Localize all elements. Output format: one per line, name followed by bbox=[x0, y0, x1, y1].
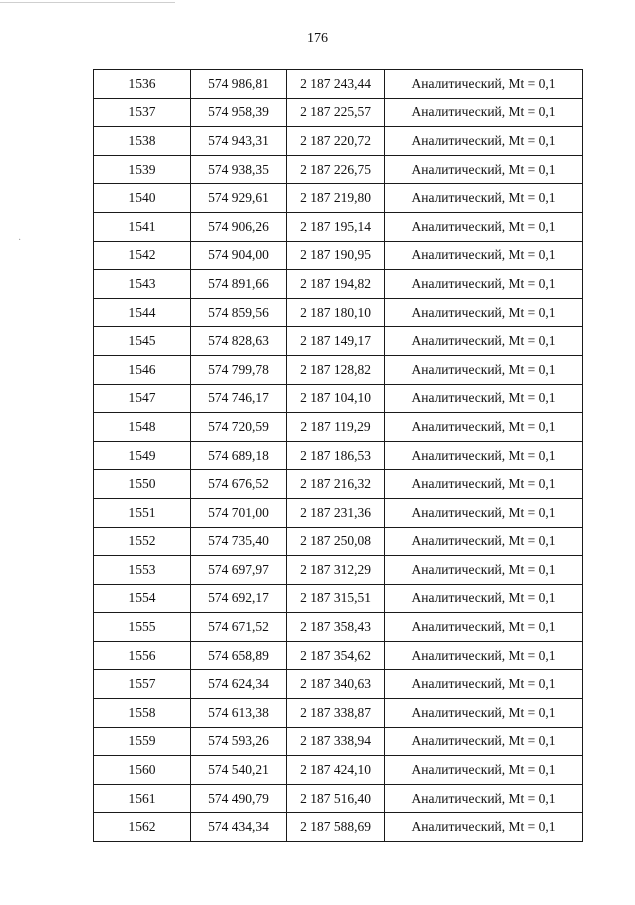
method-accuracy-cell: Аналитический, Mt = 0,1 bbox=[385, 813, 583, 842]
method-accuracy-cell: Аналитический, Mt = 0,1 bbox=[385, 641, 583, 670]
x-coordinate-cell: 574 859,56 bbox=[191, 298, 287, 327]
x-coordinate-cell: 574 490,79 bbox=[191, 784, 287, 813]
method-accuracy-cell: Аналитический, Mt = 0,1 bbox=[385, 413, 583, 442]
table-row bbox=[94, 441, 583, 470]
table-row bbox=[94, 184, 583, 213]
y-coordinate-cell: 2 187 190,95 bbox=[287, 241, 385, 270]
y-coordinate-cell: 2 187 186,53 bbox=[287, 441, 385, 470]
point-number-cell: 1556 bbox=[94, 641, 191, 670]
page-number: 176 bbox=[307, 31, 328, 46]
method-accuracy-cell: Аналитический, Mt = 0,1 bbox=[385, 670, 583, 699]
x-coordinate-cell: 574 799,78 bbox=[191, 355, 287, 384]
x-coordinate-cell: 574 746,17 bbox=[191, 384, 287, 413]
table-row bbox=[94, 298, 583, 327]
table-row bbox=[94, 641, 583, 670]
method-accuracy-cell: Аналитический, Mt = 0,1 bbox=[385, 270, 583, 299]
x-coordinate-cell: 574 943,31 bbox=[191, 127, 287, 156]
method-accuracy-cell: Аналитический, Mt = 0,1 bbox=[385, 699, 583, 728]
point-number-cell: 1559 bbox=[94, 727, 191, 756]
method-accuracy-cell: Аналитический, Mt = 0,1 bbox=[385, 98, 583, 127]
method-accuracy-cell: Аналитический, Mt = 0,1 bbox=[385, 212, 583, 241]
point-number-cell: 1536 bbox=[94, 70, 191, 99]
table-row bbox=[94, 212, 583, 241]
y-coordinate-cell: 2 187 354,62 bbox=[287, 641, 385, 670]
y-coordinate-cell: 2 187 194,82 bbox=[287, 270, 385, 299]
x-coordinate-cell: 574 434,34 bbox=[191, 813, 287, 842]
method-accuracy-cell: Аналитический, Mt = 0,1 bbox=[385, 327, 583, 356]
y-coordinate-cell: 2 187 243,44 bbox=[287, 70, 385, 99]
method-accuracy-cell: Аналитический, Mt = 0,1 bbox=[385, 384, 583, 413]
point-number-cell: 1537 bbox=[94, 98, 191, 127]
point-number-cell: 1555 bbox=[94, 613, 191, 642]
point-number-cell: 1557 bbox=[94, 670, 191, 699]
method-accuracy-cell: Аналитический, Mt = 0,1 bbox=[385, 613, 583, 642]
y-coordinate-cell: 2 187 358,43 bbox=[287, 613, 385, 642]
x-coordinate-cell: 574 671,52 bbox=[191, 613, 287, 642]
point-number-cell: 1549 bbox=[94, 441, 191, 470]
y-coordinate-cell: 2 187 340,63 bbox=[287, 670, 385, 699]
point-number-cell: 1550 bbox=[94, 470, 191, 499]
y-coordinate-cell: 2 187 424,10 bbox=[287, 756, 385, 785]
point-number-cell: 1547 bbox=[94, 384, 191, 413]
y-coordinate-cell: 2 187 128,82 bbox=[287, 355, 385, 384]
x-coordinate-cell: 574 891,66 bbox=[191, 270, 287, 299]
y-coordinate-cell: 2 187 315,51 bbox=[287, 584, 385, 613]
x-coordinate-cell: 574 676,52 bbox=[191, 470, 287, 499]
table-row bbox=[94, 670, 583, 699]
method-accuracy-cell: Аналитический, Mt = 0,1 bbox=[385, 470, 583, 499]
coordinates-table bbox=[93, 69, 583, 842]
method-accuracy-cell: Аналитический, Mt = 0,1 bbox=[385, 355, 583, 384]
point-number-cell: 1558 bbox=[94, 699, 191, 728]
table-row bbox=[94, 355, 583, 384]
point-number-cell: 1545 bbox=[94, 327, 191, 356]
y-coordinate-cell: 2 187 231,36 bbox=[287, 498, 385, 527]
table-row bbox=[94, 241, 583, 270]
point-number-cell: 1541 bbox=[94, 212, 191, 241]
table-row bbox=[94, 699, 583, 728]
y-coordinate-cell: 2 187 149,17 bbox=[287, 327, 385, 356]
y-coordinate-cell: 2 187 216,32 bbox=[287, 470, 385, 499]
method-accuracy-cell: Аналитический, Mt = 0,1 bbox=[385, 241, 583, 270]
x-coordinate-cell: 574 938,35 bbox=[191, 155, 287, 184]
x-coordinate-cell: 574 906,26 bbox=[191, 212, 287, 241]
table-row bbox=[94, 584, 583, 613]
table-row bbox=[94, 784, 583, 813]
y-coordinate-cell: 2 187 195,14 bbox=[287, 212, 385, 241]
y-coordinate-cell: 2 187 219,80 bbox=[287, 184, 385, 213]
point-number-cell: 1540 bbox=[94, 184, 191, 213]
x-coordinate-cell: 574 697,97 bbox=[191, 556, 287, 585]
point-number-cell: 1551 bbox=[94, 498, 191, 527]
y-coordinate-cell: 2 187 180,10 bbox=[287, 298, 385, 327]
method-accuracy-cell: Аналитический, Mt = 0,1 bbox=[385, 584, 583, 613]
y-coordinate-cell: 2 187 225,57 bbox=[287, 98, 385, 127]
point-number-cell: 1539 bbox=[94, 155, 191, 184]
table-row bbox=[94, 556, 583, 585]
x-coordinate-cell: 574 689,18 bbox=[191, 441, 287, 470]
scan-mark: · bbox=[18, 235, 22, 246]
x-coordinate-cell: 574 929,61 bbox=[191, 184, 287, 213]
point-number-cell: 1553 bbox=[94, 556, 191, 585]
point-number-cell: 1560 bbox=[94, 756, 191, 785]
x-coordinate-cell: 574 701,00 bbox=[191, 498, 287, 527]
x-coordinate-cell: 574 720,59 bbox=[191, 413, 287, 442]
point-number-cell: 1546 bbox=[94, 355, 191, 384]
table-row bbox=[94, 756, 583, 785]
y-coordinate-cell: 2 187 220,72 bbox=[287, 127, 385, 156]
table-row bbox=[94, 613, 583, 642]
method-accuracy-cell: Аналитический, Mt = 0,1 bbox=[385, 184, 583, 213]
method-accuracy-cell: Аналитический, Mt = 0,1 bbox=[385, 498, 583, 527]
point-number-cell: 1552 bbox=[94, 527, 191, 556]
y-coordinate-cell: 2 187 250,08 bbox=[287, 527, 385, 556]
point-number-cell: 1543 bbox=[94, 270, 191, 299]
method-accuracy-cell: Аналитический, Mt = 0,1 bbox=[385, 127, 583, 156]
x-coordinate-cell: 574 540,21 bbox=[191, 756, 287, 785]
point-number-cell: 1542 bbox=[94, 241, 191, 270]
table-row bbox=[94, 498, 583, 527]
method-accuracy-cell: Аналитический, Mt = 0,1 bbox=[385, 298, 583, 327]
y-coordinate-cell: 2 187 104,10 bbox=[287, 384, 385, 413]
point-number-cell: 1538 bbox=[94, 127, 191, 156]
table-row bbox=[94, 127, 583, 156]
y-coordinate-cell: 2 187 588,69 bbox=[287, 813, 385, 842]
point-number-cell: 1544 bbox=[94, 298, 191, 327]
table-row bbox=[94, 270, 583, 299]
point-number-cell: 1554 bbox=[94, 584, 191, 613]
table-row bbox=[94, 470, 583, 499]
table-row bbox=[94, 384, 583, 413]
point-number-cell: 1548 bbox=[94, 413, 191, 442]
table-row bbox=[94, 327, 583, 356]
top-rule bbox=[0, 2, 175, 3]
x-coordinate-cell: 574 904,00 bbox=[191, 241, 287, 270]
method-accuracy-cell: Аналитический, Mt = 0,1 bbox=[385, 756, 583, 785]
x-coordinate-cell: 574 624,34 bbox=[191, 670, 287, 699]
x-coordinate-cell: 574 593,26 bbox=[191, 727, 287, 756]
method-accuracy-cell: Аналитический, Mt = 0,1 bbox=[385, 155, 583, 184]
x-coordinate-cell: 574 692,17 bbox=[191, 584, 287, 613]
x-coordinate-cell: 574 986,81 bbox=[191, 70, 287, 99]
method-accuracy-cell: Аналитический, Mt = 0,1 bbox=[385, 727, 583, 756]
table-row bbox=[94, 98, 583, 127]
method-accuracy-cell: Аналитический, Mt = 0,1 bbox=[385, 527, 583, 556]
point-number-cell: 1561 bbox=[94, 784, 191, 813]
table-row bbox=[94, 527, 583, 556]
y-coordinate-cell: 2 187 338,87 bbox=[287, 699, 385, 728]
method-accuracy-cell: Аналитический, Mt = 0,1 bbox=[385, 70, 583, 99]
method-accuracy-cell: Аналитический, Mt = 0,1 bbox=[385, 556, 583, 585]
table-row bbox=[94, 70, 583, 99]
table-row bbox=[94, 813, 583, 842]
table-row bbox=[94, 155, 583, 184]
method-accuracy-cell: Аналитический, Mt = 0,1 bbox=[385, 784, 583, 813]
method-accuracy-cell: Аналитический, Mt = 0,1 bbox=[385, 441, 583, 470]
coordinates-table-body bbox=[94, 70, 583, 842]
y-coordinate-cell: 2 187 312,29 bbox=[287, 556, 385, 585]
point-number-cell: 1562 bbox=[94, 813, 191, 842]
x-coordinate-cell: 574 828,63 bbox=[191, 327, 287, 356]
y-coordinate-cell: 2 187 119,29 bbox=[287, 413, 385, 442]
x-coordinate-cell: 574 958,39 bbox=[191, 98, 287, 127]
y-coordinate-cell: 2 187 226,75 bbox=[287, 155, 385, 184]
table-row bbox=[94, 413, 583, 442]
y-coordinate-cell: 2 187 338,94 bbox=[287, 727, 385, 756]
y-coordinate-cell: 2 187 516,40 bbox=[287, 784, 385, 813]
x-coordinate-cell: 574 735,40 bbox=[191, 527, 287, 556]
x-coordinate-cell: 574 613,38 bbox=[191, 699, 287, 728]
x-coordinate-cell: 574 658,89 bbox=[191, 641, 287, 670]
table-row bbox=[94, 727, 583, 756]
